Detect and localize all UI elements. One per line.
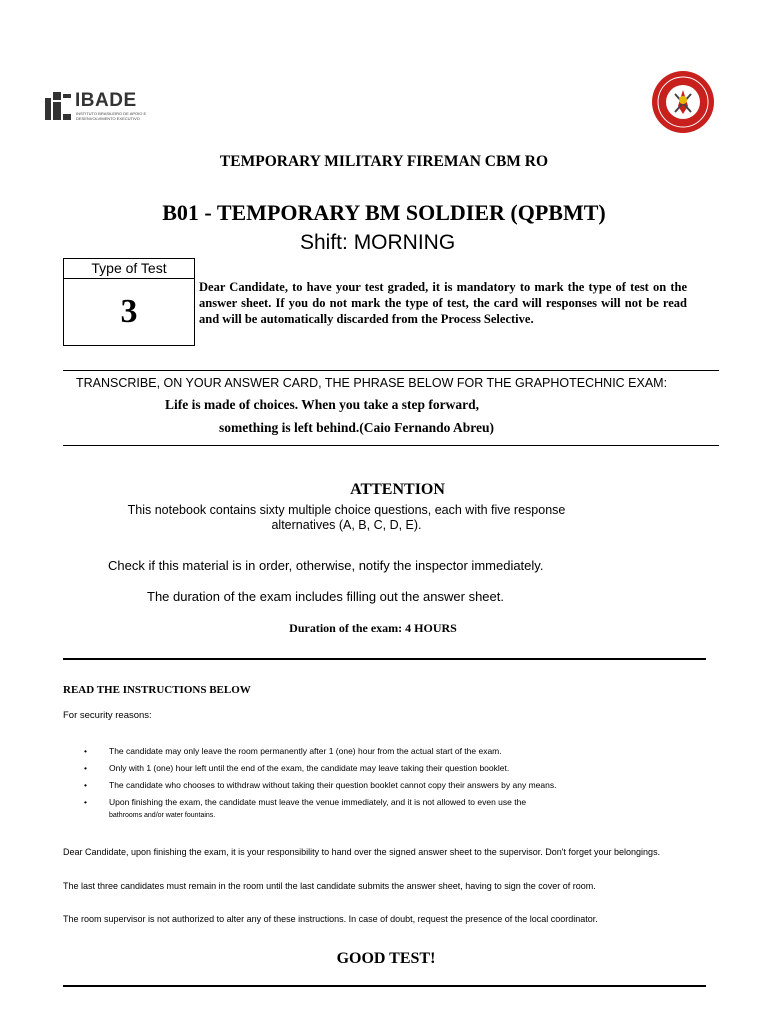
instructions-heading: READ THE INSTRUCTIONS BELOW	[63, 684, 251, 696]
closing-message: GOOD TEST!	[336, 950, 436, 967]
graphotechnic-instruction: TRANSCRIBE, ON YOUR ANSWER CARD, THE PHRASE BELOW FOR THE GRAPHOTECHNIC EXAM:	[76, 376, 668, 390]
type-of-test-notice: Dear Candidate, to have your test graded, it is mandatory to mark the type of test on the answer sheet. If you do not mark the type of test, the card will responses will not be read and will be automatically discarded from the Process Selective.	[199, 280, 687, 326]
check-material-note: Check if this material is in order, otherwise, notify the inspector immediately.	[108, 558, 544, 573]
list-item: • The candidate may only leave the room permanently after 1 (one) hour from the actual start of the exam.	[84, 743, 654, 760]
duration-note: The duration of the exam includes filling out the answer sheet.	[147, 589, 504, 604]
list-item-continuation: bathrooms and/or water fountains.	[109, 812, 216, 819]
type-of-test-label: Type of Test	[64, 259, 194, 279]
type-of-test-value: 3	[120, 293, 138, 330]
exam-role-title: B01 - TEMPORARY BM SOLDIER (QPBMT)	[162, 200, 606, 225]
list-item: • Only with 1 (one) hour left until the end of the exam, the candidate may leave taking their question booklet.	[84, 760, 654, 777]
ibade-logo	[45, 90, 155, 122]
type-of-test-box	[63, 258, 195, 346]
exam-duration: Duration of the exam: 4 HOURS	[289, 621, 457, 635]
logo-subtext: INSTITUTO BRASILEIRO DE APOIO E DESENVOLVIMENTO EXECUTIVO	[76, 111, 147, 121]
bullet-icon: •	[84, 763, 87, 773]
shift-label: Shift: MORNING	[300, 231, 456, 254]
graphotechnic-phrase-line1: Life is made of choices. When you take a step forward,	[165, 397, 479, 412]
exam-organization-title: TEMPORARY MILITARY FIREMAN CBM RO	[219, 153, 549, 170]
instructions-list	[84, 743, 654, 822]
logo-text: IBADE	[75, 90, 137, 111]
instructions-intro: For security reasons:	[63, 710, 152, 721]
instructions-paragraph-supervisor: The room supervisor is not authorized to alter any of these instructions. In case of doubt, request the presence of the local coordinator.	[63, 914, 598, 924]
list-item: • The candidate who chooses to withdraw without taking their question booklet cannot copy their answers by any means.	[84, 777, 654, 794]
instructions-paragraph-last-candidates: The last three candidates must remain in the room until the last candidate submits the answer sheet, having to sign the cover of room.	[63, 881, 596, 891]
bullet-icon: •	[84, 780, 87, 790]
instructions-paragraph-answer-sheet: Dear Candidate, upon finishing the exam, it is your responsibility to hand over the signed answer sheet to the supervisor. Don't forget your belongings.	[63, 847, 661, 857]
bullet-icon: •	[84, 746, 87, 756]
divider	[63, 370, 719, 371]
divider	[63, 445, 719, 446]
notebook-description: This notebook contains sixty multiple choice questions, each with five response alternatives (A, B, C, D, E).	[127, 503, 566, 532]
ibade-logo-icon	[45, 92, 73, 120]
bullet-icon: •	[84, 797, 87, 807]
divider	[63, 985, 706, 987]
fire-department-seal-icon	[651, 70, 715, 134]
divider	[63, 658, 706, 660]
attention-heading: ATTENTION	[350, 481, 445, 498]
graphotechnic-phrase-line2: something is left behind.(Caio Fernando Abreu)	[219, 420, 495, 435]
list-item: • Upon finishing the exam, the candidate must leave the venue immediately, and it is not allowed to even use the bathrooms and/or water fountains.	[84, 794, 654, 822]
